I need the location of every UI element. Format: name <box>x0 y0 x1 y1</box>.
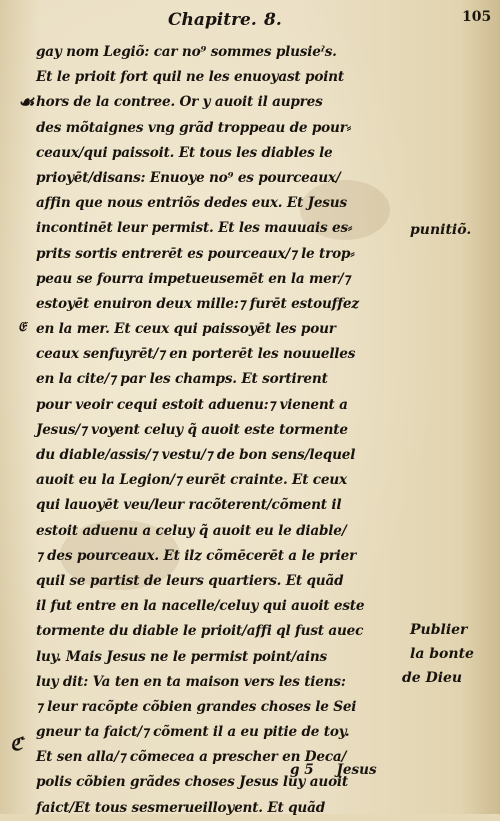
text-line: pour veoir cequi estoit aduenu:⁊ vienent a <box>36 396 348 413</box>
text-line: prioyēt/disans: Enuoye no⁹ es pourceaux/ <box>36 169 341 186</box>
text-line: des mõtaignes vng grãd troppeau de pour⸗ <box>36 119 352 136</box>
text-line: ceaux/qui paissoit. Et tous les diables le <box>36 144 333 161</box>
text-line: luy. Mais Jesus ne le permist point/ains <box>36 648 327 665</box>
text-line: estoyēt enuiron deux mille:⁊ furēt estouffez <box>36 295 359 312</box>
text-line: du diable/assis/⁊ vestu/⁊ de bon sens/lequel <box>36 447 356 463</box>
text-line: qui lauoyēt veu/leur racõterent/cõment il <box>36 497 342 514</box>
text-line: hors de la contree. Or y auoit il aupres <box>36 94 323 111</box>
running-head-title: Chapitre. <box>168 10 257 30</box>
text-line: gneur ta faict/⁊ cõment il a eu pitie de toy. <box>36 724 350 741</box>
signature-mark: g 5 <box>290 762 314 778</box>
text-line: gay nom Legiõ: car no⁹ sommes plusieˀs. <box>36 44 337 60</box>
margin-mark-left-1: ☙ <box>18 92 35 113</box>
text-line: ⁊ des pourceaux. Et ilz cõmēcerēt a le prier <box>36 547 357 564</box>
text-line: incontinēt leur permist. Et les mauuais es⸗ <box>36 220 353 237</box>
text-line: ⁊ leur racõpte cõbien grandes choses le Sei <box>36 698 357 715</box>
text-line: tormente du diable le prioit/affi ql fust auec <box>36 623 364 640</box>
text-line: Et le prioit fort quil ne les enuoyast point <box>36 69 344 86</box>
text-line: Jesus/⁊ voyent celuy q̃ auoit este tormente <box>36 421 348 438</box>
text-line: en la cite/⁊ par les champs. Et sortirent <box>36 371 328 388</box>
margin-note-de-dieu: de Dieu <box>402 670 463 686</box>
text-line: peau se fourra impetueusemēt en la mer/⁊ <box>36 270 350 287</box>
text-line: estoit aduenu a celuy q̃ auoit eu le diable/ <box>36 522 347 539</box>
text-line: il fut entre en la nacelle/celuy qui auoit este <box>36 598 365 615</box>
catchword <box>290 762 377 778</box>
margin-note-publier: Publier <box>410 622 468 638</box>
text-line: quil se partist de leurs quartiers. Et quãd <box>36 572 344 589</box>
catchword-word: Jesus <box>336 762 377 778</box>
text-line: ceaux senfuyrēt/⁊ en porterēt les nouuelles <box>36 346 356 363</box>
text-line: faict/Et tous sesmerueilloyent. Et quãd <box>36 799 326 816</box>
margin-note-punition: punitiõ. <box>410 222 472 238</box>
text-line: prits sortis entrerēt es pourceaux/⁊ le trop⸗ <box>36 245 355 262</box>
running-head-chapter-number: 8. <box>264 10 282 30</box>
running-head <box>168 10 408 34</box>
text-line: en la mer. Et ceux qui paissoyēt les pour <box>36 321 336 338</box>
margin-note-la-bonte: la bonte <box>410 646 474 662</box>
margin-mark-left-3: ℭ <box>10 734 23 755</box>
text-line: Et sen alla/⁊ cõmecea a prescher en Deca/ <box>36 749 347 766</box>
text-line: auoit eu la Legion/⁊ eurēt crainte. Et ceux <box>36 472 347 489</box>
text-line: polis cõbien grãdes choses Jesus luy auoit <box>36 774 348 791</box>
body-text <box>36 40 408 821</box>
text-line: luy dit: Va ten en ta maison vers les tiens: <box>36 673 346 690</box>
margin-mark-left-2: 𝔈 <box>18 320 26 335</box>
folio-number: 105 <box>462 9 492 25</box>
text-line: affin que nous entriõs dedes eux. Et Jesus <box>36 195 347 212</box>
